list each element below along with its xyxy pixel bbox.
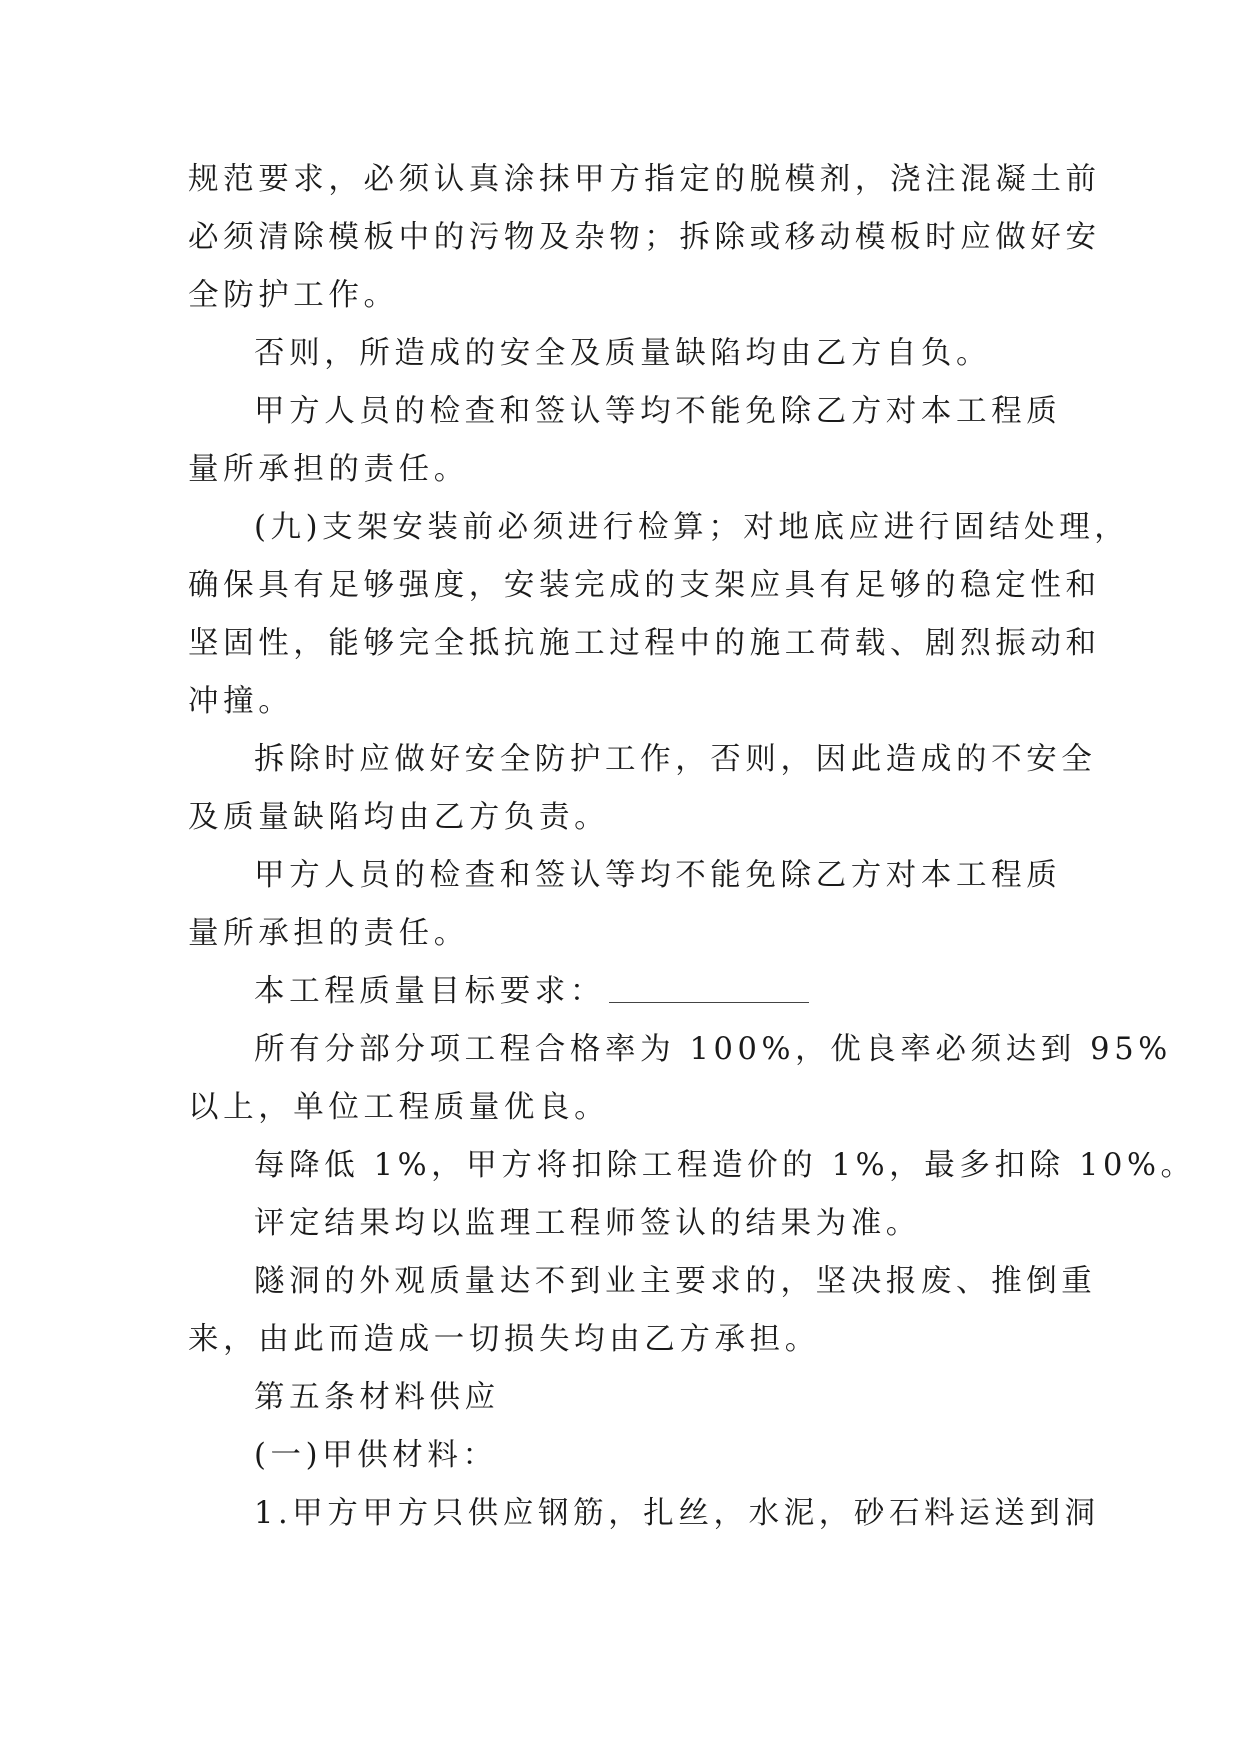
- text-line: 甲方人员的检查和签认等均不能免除乙方对本工程质: [254, 858, 1062, 893]
- text-line: 甲方人员的检查和签认等均不能免除乙方对本工程质: [254, 394, 1062, 429]
- paragraph: [188, 1204, 1060, 1244]
- paragraph: [188, 740, 1097, 838]
- text-line: 评定结果均以监理工程师签认的结果为准。: [254, 1206, 921, 1241]
- quality-target-label: 本工程质量目标要求：: [254, 974, 605, 1009]
- paragraph: [188, 1146, 1196, 1186]
- text-line: (九)支架安装前必须进行检算；对地底应进行固结处理，: [254, 510, 1130, 545]
- paragraph: [188, 1262, 1097, 1360]
- text-line: 冲撞。: [188, 684, 294, 719]
- text-line: 第五条材料供应: [254, 1380, 500, 1415]
- paragraph: [188, 1494, 1100, 1534]
- paragraph: [188, 392, 1060, 490]
- text-line: (一)甲供材料：: [254, 1438, 498, 1473]
- text-line: 量所承担的责任。: [188, 916, 469, 951]
- paragraph: [188, 856, 1060, 954]
- text-line: 全防护工作。: [188, 278, 399, 313]
- subsection-heading: [188, 1436, 1060, 1476]
- text-line: 拆除时应做好安全防护工作，否则，因此造成的不安全: [254, 742, 1097, 777]
- text-line: 否则，所造成的安全及质量缺陷均由乙方自负。: [254, 336, 992, 371]
- text-line: 必须清除模板中的污物及杂物；拆除或移动模板时应做好安: [188, 220, 1101, 255]
- section-heading: [188, 1378, 1060, 1418]
- text-line: 规范要求，必须认真涂抹甲方指定的脱模剂，浇注混凝土前: [188, 162, 1101, 197]
- paragraph: [188, 1030, 1172, 1128]
- paragraph: [188, 508, 1130, 722]
- paragraph: [188, 160, 1101, 316]
- text-line: 所有分部分项工程合格率为 100%，优良率必须达到 95%: [254, 1032, 1172, 1067]
- fill-in-blank: [609, 974, 809, 1003]
- text-line: 1.甲方甲方只供应钢筋，扎丝，水泥，砂石料运送到洞: [254, 1496, 1100, 1531]
- document-body: [188, 160, 1196, 1534]
- text-line: 每降低 1%，甲方将扣除工程造价的 1%，最多扣除 10%。: [254, 1148, 1196, 1183]
- text-line: 以上，单位工程质量优良。: [188, 1090, 610, 1125]
- text-line: [188, 972, 1060, 1012]
- paragraph: [188, 972, 1060, 1012]
- text-line: 及质量缺陷均由乙方负责。: [188, 800, 610, 835]
- text-line: 确保具有足够强度，安装完成的支架应具有足够的稳定性和: [188, 568, 1101, 603]
- text-line: 隧洞的外观质量达不到业主要求的，坚决报废、推倒重: [254, 1264, 1097, 1299]
- paragraph: [188, 334, 1060, 374]
- text-line: 坚固性，能够完全抵抗施工过程中的施工荷载、剧烈振动和: [188, 626, 1101, 661]
- text-line: 来，由此而造成一切损失均由乙方承担。: [188, 1322, 820, 1357]
- text-line: 量所承担的责任。: [188, 452, 469, 487]
